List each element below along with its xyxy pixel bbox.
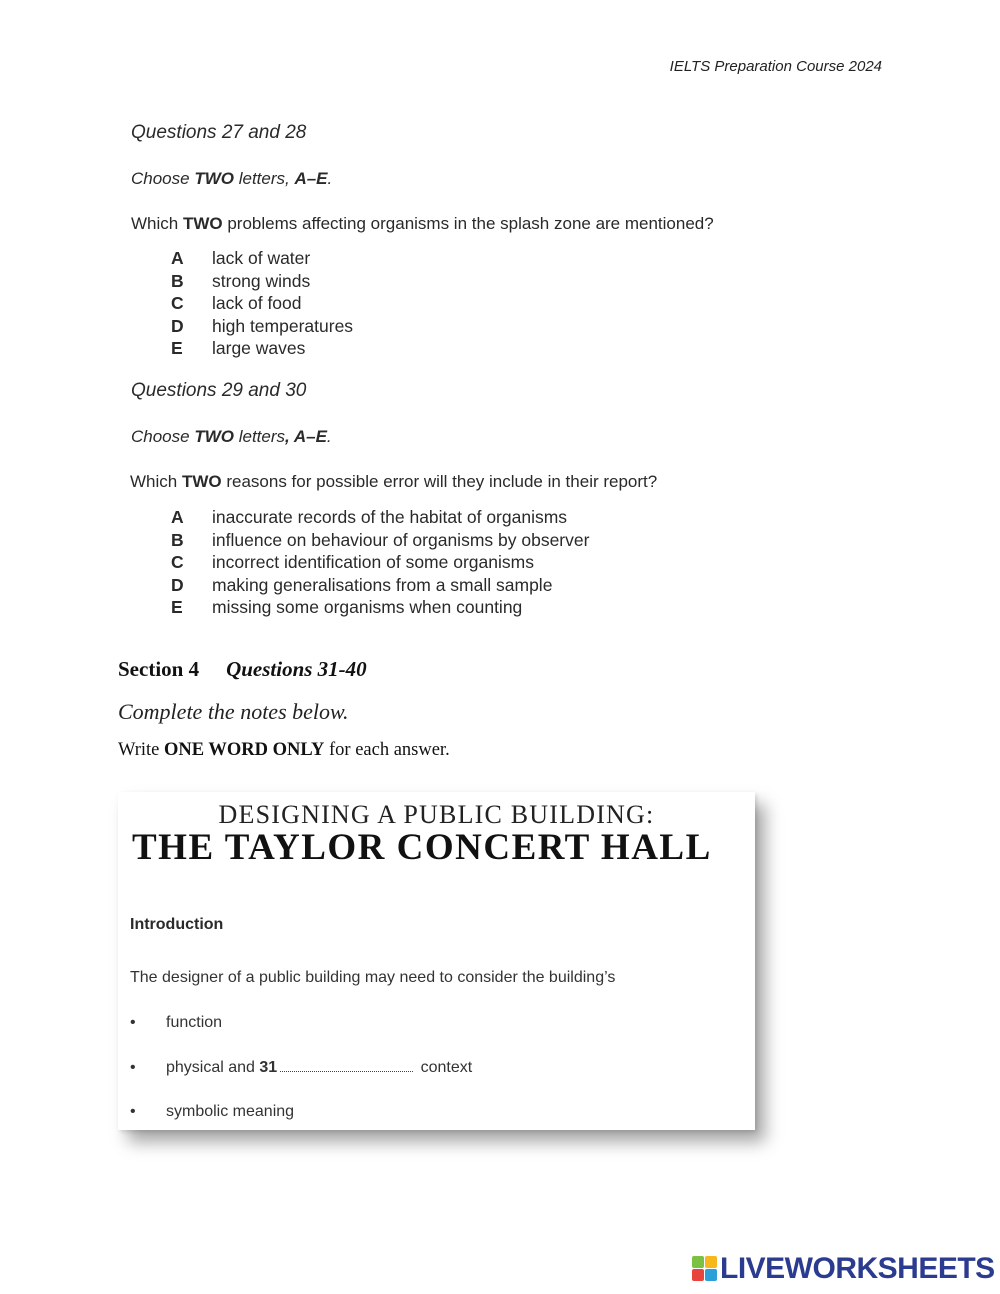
notes-title-line2: THE TAYLOR CONCERT HALL (132, 827, 712, 868)
notes-bullet-function (130, 1014, 222, 1032)
option-letter: B (171, 529, 184, 550)
section-label: Section 4 (118, 657, 200, 681)
bullet-icon: • (130, 1014, 136, 1031)
question-text: Which (130, 472, 182, 491)
bullet-text: function (166, 1014, 223, 1031)
instr-bold: TWO (194, 427, 234, 446)
write-text: Write (118, 740, 164, 760)
option-letter: C (171, 293, 184, 314)
bullet-icon: • (130, 1059, 136, 1076)
section-4-title (118, 657, 367, 682)
instr-text: Choose (131, 169, 195, 188)
option-text: missing some organisms when counting (212, 597, 523, 618)
instr-bold: TWO (194, 169, 234, 188)
option-letter: A (171, 507, 184, 527)
notes-lead-sentence: The designer of a public building may need to consider the building’s (130, 969, 616, 986)
questions-29-30-heading-block (131, 380, 831, 402)
option-a (171, 506, 589, 529)
option-b (171, 529, 589, 552)
option-text: high temperatures (212, 315, 354, 336)
option-a (171, 247, 353, 270)
option-d (171, 315, 353, 338)
option-text: making generalisations from a small sample (212, 574, 553, 595)
option-letter: D (171, 574, 184, 595)
option-c (171, 551, 589, 574)
logo-square-yellow (705, 1256, 717, 1268)
notes-intro-heading: Introduction (130, 916, 224, 933)
option-c (171, 292, 353, 315)
instr-text: letters (233, 427, 286, 446)
option-e (171, 337, 353, 360)
logo-square-green (692, 1256, 704, 1268)
question-bold: TWO (181, 472, 222, 491)
questions-27-28-instruction (131, 169, 831, 189)
question-number-31: 31 (259, 1059, 278, 1076)
liveworksheets-logo (692, 1252, 995, 1286)
logo-square-blue (705, 1269, 717, 1281)
questions-29-30-instruction (131, 427, 831, 447)
option-letter: E (171, 597, 183, 618)
question-text: reasons for possible error will they include in their report? (221, 472, 658, 491)
instr-text: . (327, 169, 333, 188)
bullet-text: symbolic meaning (166, 1103, 295, 1120)
option-text: strong winds (212, 270, 311, 291)
option-text: lack of water (212, 248, 311, 268)
question-text: problems affecting organisms in the splash zone are mentioned? (222, 214, 714, 233)
answer-gap-31[interactable] (280, 1061, 413, 1072)
questions-27-28-options (171, 247, 353, 360)
write-bold: ONE WORD ONLY (164, 740, 325, 760)
question-bold: TWO (182, 214, 223, 233)
option-letter: D (171, 315, 184, 336)
instr-text: letters, (233, 169, 295, 188)
option-letter: A (171, 248, 184, 268)
header-course-title: IELTS Preparation Course 2024 (669, 58, 882, 75)
option-text: large waves (212, 338, 306, 359)
questions-27-28-heading: Questions 27 and 28 (131, 122, 307, 143)
instr-text: Choose (131, 427, 195, 446)
logo-square-red (692, 1269, 704, 1281)
notes-title-line1: DESIGNING A PUBLIC BUILDING: (218, 800, 655, 829)
section-questions-range: Questions 31-40 (226, 657, 367, 681)
question-text: Which (131, 214, 183, 233)
questions-27-28-heading-block (131, 122, 831, 144)
instr-range: A–E (294, 169, 328, 188)
option-d (171, 574, 589, 597)
questions-29-30-question (130, 472, 830, 492)
bullet-text: context (416, 1059, 473, 1076)
bullet-icon: • (130, 1103, 136, 1120)
write-text: for each answer. (324, 740, 450, 760)
option-e (171, 596, 589, 619)
option-text: lack of food (212, 293, 302, 314)
option-text: influence on behaviour of organisms by observer (212, 529, 590, 550)
liveworksheets-logo-icon (692, 1256, 718, 1282)
option-text: incorrect identification of some organisms (212, 552, 534, 573)
instr-text: . (326, 427, 332, 446)
option-letter: B (171, 270, 184, 291)
option-letter: E (171, 338, 183, 359)
option-b (171, 270, 353, 293)
notes-bullet-symbolic (130, 1103, 294, 1121)
notes-bullet-context (130, 1059, 472, 1077)
liveworksheets-logo-text: LIVEWORKSHEETS (720, 1252, 995, 1285)
instr-range: , A–E (285, 427, 327, 446)
option-text: inaccurate records of the habitat of organisms (212, 507, 568, 527)
notes-image-panel (118, 792, 755, 1130)
questions-27-28-question (131, 214, 831, 234)
write-instruction (118, 740, 450, 761)
questions-29-30-options (171, 506, 589, 619)
option-letter: C (171, 552, 184, 573)
complete-notes-instruction: Complete the notes below. (118, 699, 349, 724)
questions-29-30-heading: Questions 29 and 30 (131, 380, 307, 401)
bullet-text: physical and (166, 1059, 260, 1076)
